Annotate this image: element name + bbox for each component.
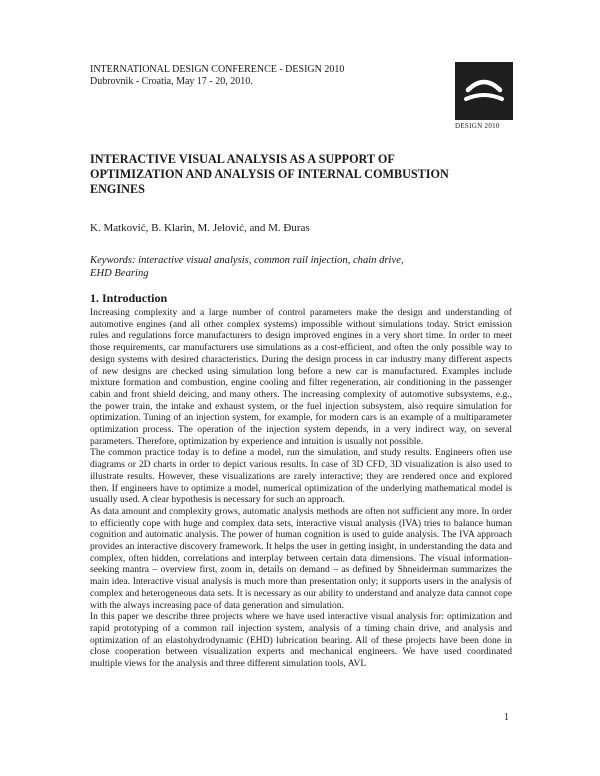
conference-logo (455, 62, 519, 132)
logo-mark (455, 62, 513, 120)
conference-location-date: Dubrovnik - Croatia, May 17 - 20, 2010. (90, 76, 253, 87)
paragraph: Increasing complexity and a large number of control parameters make the design and understanding of automotive engines (and all other complex systems) impossible without simulations today. Strict emission rules and regulations force manufacturers to design improved engines in a very short time. In order to meet those requirements, car manufacturers use simulations as a cost-efficient, and often the only possible way to design systems with desired characteristics. During the design process in car industry many different aspects of new designs are checked using simulation long before a new car is manufactured. Examples include mixture formation and combustion, engine cooling and filter regeneration, air conditioning in the passenger cabin and front shield deicing, and many others. The increasing complexity of automotive subsystems, e.g., the power train, the intake and exhaust system, or the fuel injection subsystem, also require simulation for optimization. Tuning of an injection system, for example, for modern cars is an example of a multiparameter optimization process. The operation of the injection system depends, in a very indirect way, on several parameters. Therefore, optimization by experience and intuition is usually not possible. (90, 307, 512, 447)
paper-authors: K. Matković, B. Klarin, M. Jelović, and M. Đuras (90, 222, 310, 234)
paper-title: INTERACTIVE VISUAL ANALYSIS AS A SUPPORT OF OPTIMIZATION AND ANALYSIS OF INTERNAL COMBUSTION ENGINES (90, 152, 449, 196)
paragraph: As data amount and complexity grows, automatic analysis methods are often not sufficient any more. In order to efficiently cope with huge and complex data sets, interactive visual analysis (IVA) tries to balance human cognition and automatic analysis. The power of human cognition is used to guide analysis. The IVA approach provides an interactive discovery framework. It helps the user in getting insight, in understanding the data and complex, often hidden, correlations and interplay between certain data dimensions. The visual information-seeking mantra – overview first, zoom in, details on demand – as defined by Shneiderman summarizes the main idea. Interactive visual analysis is much more than presentation only; it supports users in the analysis of complex and heterogeneous data sets. It is necessary as our ability to understand and analyze data cannot cope with the always increasing pace of data generation and simulation. (90, 505, 512, 611)
section-heading-introduction: 1. Introduction (90, 291, 168, 305)
page-number: 1 (504, 712, 509, 723)
paper-keywords: Keywords: interactive visual analysis, common rail injection, chain drive, EHD Bearing (90, 255, 404, 279)
paragraph: In this paper we describe three projects where we have used interactive visual analysis for: optimization and rapid prototyping of a common rail injection system, analysis of a timing chain drive, and analysis and optimization of an elastohydrodynamic (EHD) lubrication bearing. All of these projects have been done in close cooperation between visualization experts and mechanical engineers. We have used coordinated multiple views for the analysis and three different simulation tools, AVL (90, 611, 512, 670)
introduction-body (90, 307, 512, 670)
conference-name: INTERNATIONAL DESIGN CONFERENCE - DESIGN 2010 (90, 64, 345, 75)
conference-header (90, 64, 344, 88)
paragraph: The common practice today is to define a model, run the simulation, and study results. Engineers often use diagrams or 2D charts in order to depict various results. In case of 3D CFD, 3D visualization is also used to illustrate results. However, these visualizations are rarely interactive; they are rendered once and explored then. If engineers have to optimize a model, numerical optimization of the underlying mathematical model is usually used. A clear hypothesis is necessary for such an approach. (90, 447, 512, 506)
logo-caption: DESIGN 2010 (455, 122, 500, 130)
